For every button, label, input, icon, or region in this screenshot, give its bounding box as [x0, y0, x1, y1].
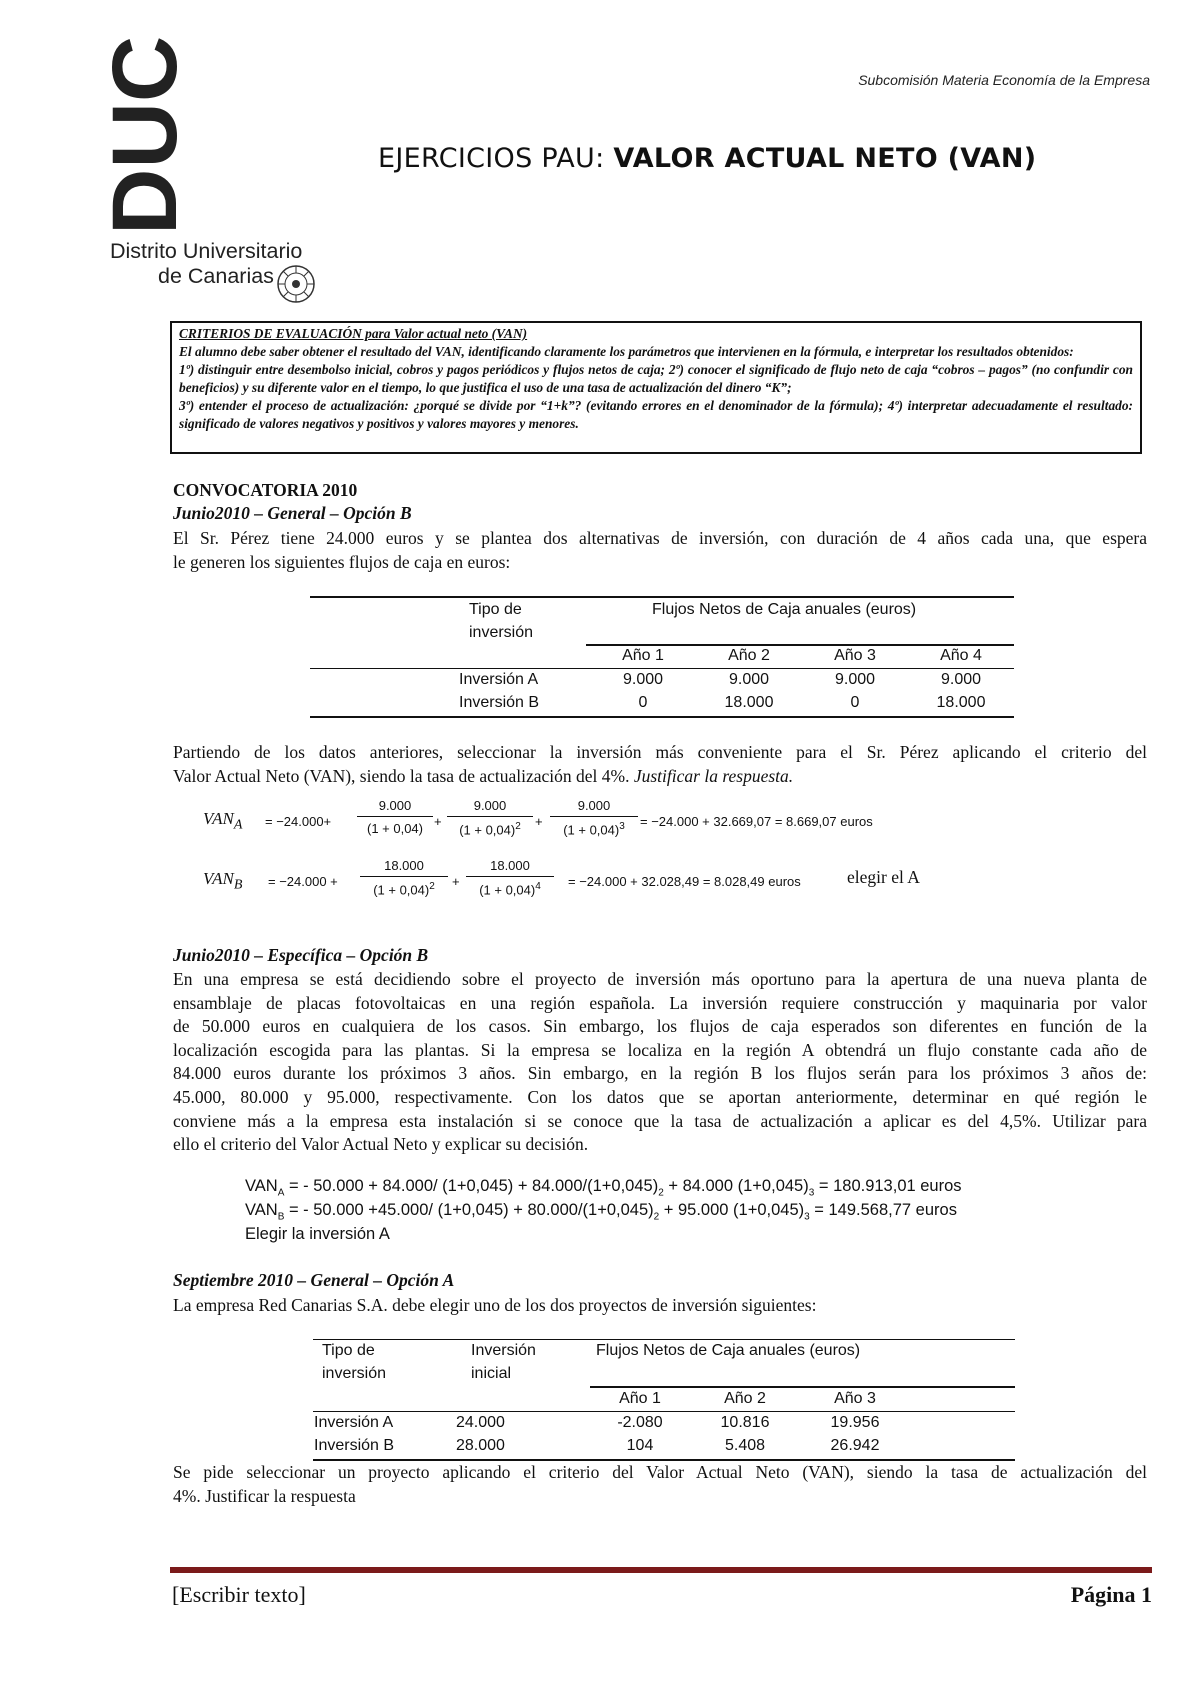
exercise1-intro-line1: El Sr. Pérez tiene 24.000 euros y se plantea dos alternativas de inversión, con duración de 4 años cada una, que espera	[173, 528, 1147, 548]
justify-italic: Justificar la respuesta.	[633, 766, 794, 786]
exercise2-title: Junio2010 – Específica – Opción B	[173, 945, 429, 965]
table2-year: Año 2	[724, 1390, 766, 1407]
statement-line: 84.000 euros durante los próximos 3 años. Sin embargo, en la región B los flujos serán para los próximos 3 años de:	[173, 1063, 1147, 1084]
statement-line: ello el criterio del Valor Actual Neto y explicar su decisión.	[173, 1134, 589, 1155]
formula-a-lead: = −24.000+	[265, 814, 332, 829]
statement-line: 45.000, 80.000 y 95.000, respectivamente. Con los datos que se aportan anteriormente, determinar en qué región le	[173, 1086, 1147, 1107]
table1-cell: 18.000	[724, 694, 774, 711]
exercise1-title: Junio2010 – General – Opción B	[173, 503, 412, 523]
table1-cell: 9.000	[834, 671, 876, 688]
title-prefix: EJERCICIOS PAU:	[378, 143, 614, 174]
formula-a-fraction: 9.000 $(1 + 0,04)^3$	[550, 798, 638, 837]
formula-a-fraction: 9.000 $(1 + 0,04)^2$	[447, 798, 533, 837]
table2-col-initial-line2: inicial	[471, 1365, 512, 1382]
formula-b-fraction: 18.000 $(1 + 0,04)^4$	[466, 858, 554, 897]
table2-cell: -2.080	[617, 1414, 663, 1431]
table2-col-initial-line1: Inversión	[471, 1342, 536, 1359]
formula-a-fraction: 9.000 (1 + 0,04)	[357, 798, 433, 836]
criteria-box	[170, 321, 1142, 454]
table2-cell: 19.956	[830, 1414, 880, 1431]
exercise2-conclusion: Elegir la inversión A	[245, 1225, 390, 1243]
table1-col-type-line2: inversión	[469, 624, 534, 641]
statement-line: de 50.000 euros en cualquiera de los casos. Sin embargo, los flujos de caja esperados son diferentes en función de la	[173, 1016, 1147, 1037]
footer-placeholder: [Escribir texto]	[172, 1582, 306, 1607]
table2-col-type-line2: inversión	[322, 1365, 387, 1382]
plus-sign: +	[535, 814, 543, 829]
table1-cell: 9.000	[622, 671, 664, 688]
formula-b-lead: = −24.000 +	[268, 874, 338, 889]
logo-mark	[94, 36, 196, 235]
statement-line: conviene más a la empresa esta instalación si se conoce que la tasa de actualización a aplicar es del 4,5%. Utilizar para	[173, 1110, 1147, 1131]
exercise3-title: Septiembre 2010 – General – Opción A	[173, 1270, 455, 1290]
table1-cell: 0	[850, 694, 860, 711]
table2-col-type-line1: Tipo de	[322, 1342, 375, 1359]
subheader: Subcomisión Materia Economía de la Empresa	[858, 72, 1150, 88]
formula-b-result: = −24.000 + 32.028,49 = 8.028,49 euros	[568, 874, 801, 889]
table2-year: Año 3	[834, 1390, 876, 1407]
table1-col-type-line1: Tipo de	[469, 601, 522, 618]
table1-row-label: Inversión B	[459, 694, 540, 711]
table2-row-label: Inversión A	[314, 1414, 394, 1431]
logo-mark-text: DUC	[94, 35, 196, 235]
page-number: Página 1	[1070, 1582, 1152, 1607]
table1-cell: 18.000	[936, 694, 986, 711]
table1-row-label: Inversión A	[459, 671, 539, 688]
logo-line2: de Canarias	[158, 264, 274, 288]
formula-a-result: = −24.000 + 32.669,07 = 8.669,07 euros	[640, 814, 873, 829]
plus-sign: +	[434, 814, 442, 829]
statement-line: ensamblaje de placas fotovoltaicas en una región española. La inversión requiere construcción y maquinaria por valor	[173, 992, 1147, 1013]
criteria-heading: CRITERIOS DE EVALUACIÓN para Valor actual neto (VAN)	[179, 326, 528, 341]
plus-sign: +	[452, 874, 460, 889]
section-heading: CONVOCATORIA 2010	[173, 480, 358, 500]
table1-cell: 9.000	[728, 671, 770, 688]
footer-rule	[170, 1567, 1152, 1573]
exercise3-question-line1: Se pide seleccionar un proyecto aplicando el criterio del Valor Actual Neto (VAN), siendo la tasa de actualización del	[173, 1462, 1147, 1482]
table1-year: Año 1	[622, 647, 664, 664]
exercise1-question-line2: Valor Actual Neto (VAN), siendo la tasa de actualización del 4%. Justificar la respuesta.	[173, 766, 794, 786]
table2-year: Año 1	[619, 1390, 661, 1407]
logo-line1: Distrito Universitario	[110, 239, 303, 263]
table2-cell: 28.000	[456, 1437, 505, 1454]
page-title	[378, 143, 1036, 174]
table1-year: Año 2	[728, 647, 770, 664]
table2-cell: 10.816	[720, 1414, 770, 1431]
criteria-point2: 3º) entender el proceso de actualización: ¿porqué se divide por “1+k”? (evitando errores en el denominador de la fórmula); 4º) interpretar adecuadamente el resultado: significado de valores negativos y positivos y valores mayores y menores.	[179, 398, 1133, 431]
table2-cell: 24.000	[456, 1414, 505, 1431]
table2-cell: 5.408	[724, 1437, 766, 1454]
duc-logo	[94, 35, 328, 315]
formula-b-conclusion: elegir el A	[847, 867, 920, 887]
title-main: VALOR ACTUAL NETO (VAN)	[613, 143, 1037, 174]
van-a-calc: $VAN_A$ = - 50.000 + 84.000/ $(1+0,045) + 84.000/(1+0,045)_2 + 84.000$ $(1+0,045)_3 = 180.913,01$ euros	[245, 1177, 962, 1199]
formula-b-fraction: 18.000 $(1 + 0,04)^2$	[360, 858, 448, 897]
table2-cell: 26.942	[830, 1437, 880, 1454]
exercise3-question-line2: 4%. Justificar la respuesta	[173, 1486, 356, 1506]
criteria-body: El alumno debe saber obtener el resultado del VAN, identificando claramente los parámetros que intervienen en la fórmula, e interpretar los resultados obtenidos:	[179, 344, 1074, 359]
exercise1-question-line1: Partiendo de los datos anteriores, seleccionar la inversión más conveniente para el Sr. Pérez aplicando el criterio del	[173, 742, 1147, 762]
table1-cell: 9.000	[940, 671, 982, 688]
statement-line: localización escogida para las plantas. Si la empresa se localiza en la región A obtendrá un flujo constante cada año de	[173, 1039, 1147, 1060]
van-b-calc: $VAN_B$ = - 50.000 +45.000/ $(1+0,045) + 80.000/(1+0,045)_2 + 95.000$ $(1+0,045)_3 = 149.568,77$ euros	[245, 1201, 957, 1223]
criteria-point1: 1º) distinguir entre desembolso inicial, cobros y pagos periódicos y flujos netos de caja; 2º) conocer el significado de flujo neto de caja “cobros – pagos” (no confundir con beneficios) y su diferente valor en el tiempo, lo que justifica el uso de una tasa de actualización del dinero “K”;	[179, 362, 1133, 395]
table2-row-label: Inversión B	[314, 1437, 395, 1454]
logo-seal-icon	[278, 266, 314, 302]
exercise3-intro: La empresa Red Canarias S.A. debe elegir uno de los dos proyectos de inversión siguientes:	[173, 1295, 817, 1315]
statement-line: En una empresa se está decidiendo sobre el proyecto de inversión más oportuno para la apertura de una nueva planta de	[173, 969, 1147, 989]
table2-cell: 104	[626, 1437, 654, 1454]
table1-year: Año 3	[834, 647, 876, 664]
exercise2-statement	[173, 968, 1147, 1157]
table1-cell: 0	[638, 694, 648, 711]
table1-group-header: Flujos Netos de Caja anuales (euros)	[652, 601, 917, 618]
table2-group-header: Flujos Netos de Caja anuales (euros)	[596, 1342, 861, 1359]
table1-year: Año 4	[940, 647, 982, 664]
exercise1-intro-line2: le generen los siguientes flujos de caja en euros:	[173, 552, 511, 572]
